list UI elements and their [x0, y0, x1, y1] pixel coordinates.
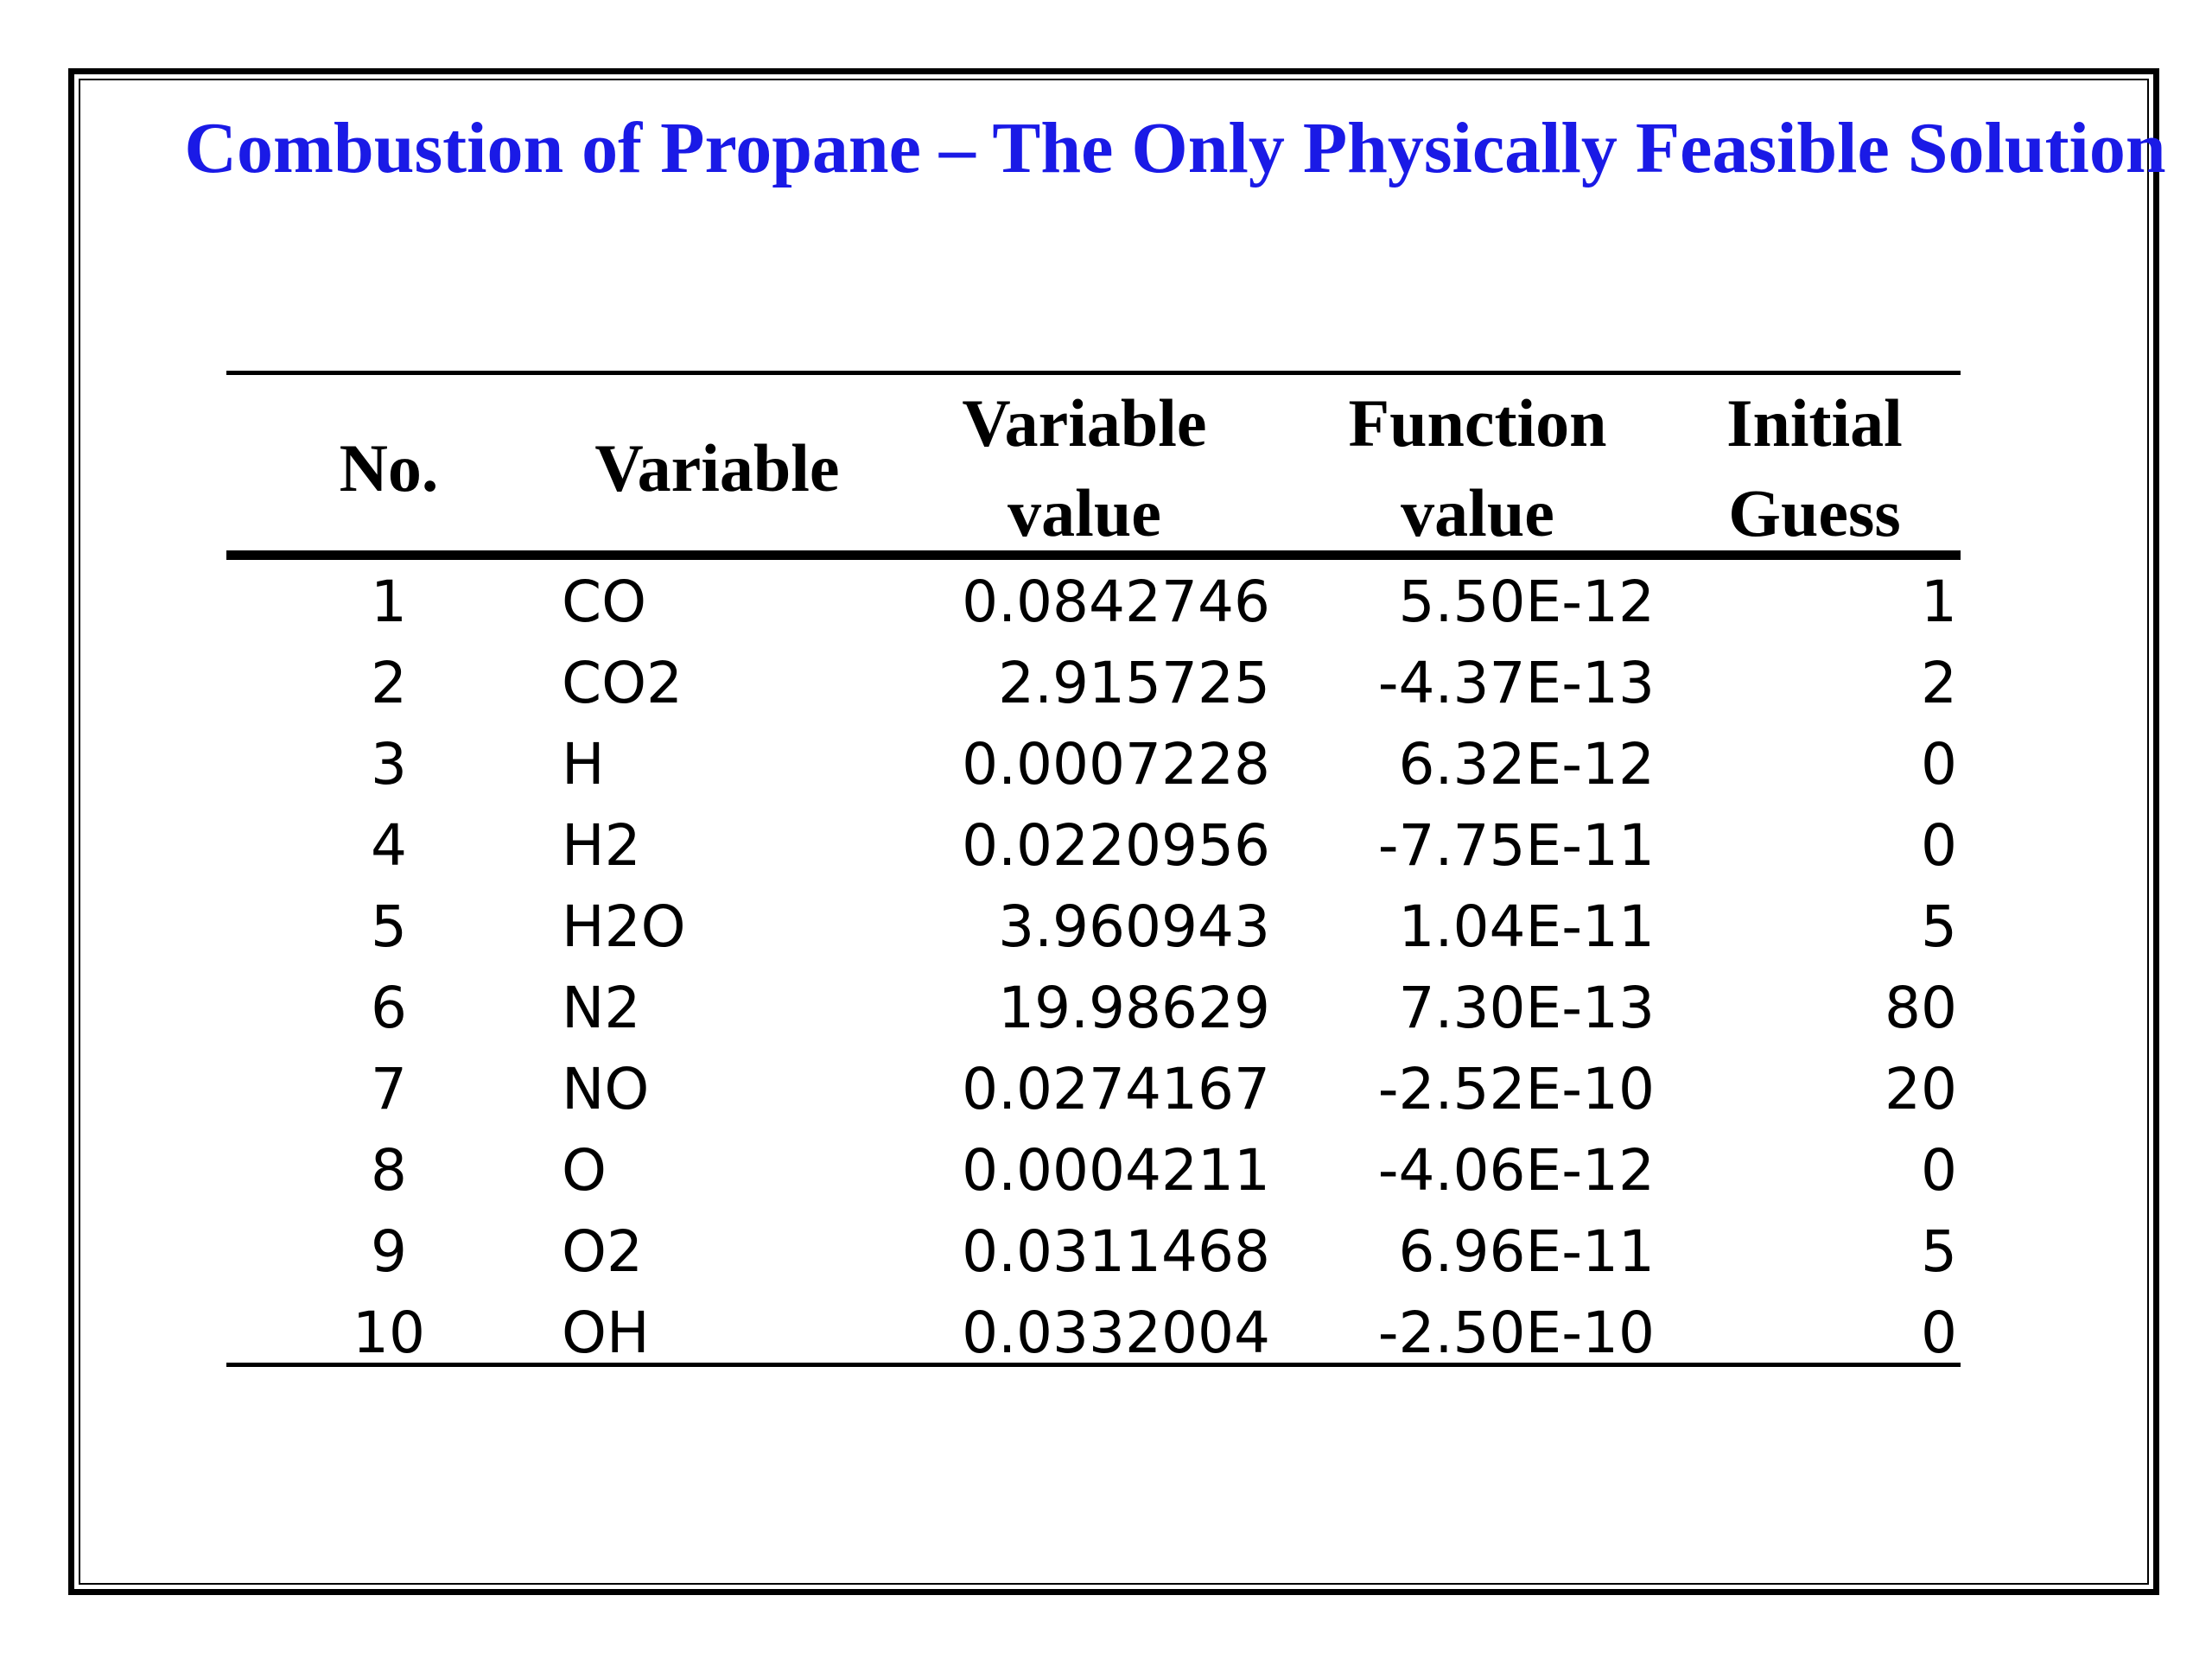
cell-no: 2: [371, 650, 407, 716]
cell-initial-guess: 2: [1921, 650, 1957, 716]
header-no-line-1: No.: [339, 430, 439, 505]
cell-variable: N2: [562, 975, 641, 1041]
cell-variable: O: [562, 1137, 607, 1204]
cell-variable-value: 0.0332004: [962, 1300, 1270, 1366]
cell-no: 3: [371, 731, 407, 798]
cell-no: 8: [371, 1137, 407, 1204]
cell-variable-value: 0.0007228: [962, 731, 1270, 798]
cell-no: 1: [371, 569, 407, 635]
cell-initial-guess: 5: [1921, 1218, 1957, 1285]
cell-variable: OH: [562, 1300, 650, 1366]
cell-variable: CO2: [562, 650, 683, 716]
cell-variable-value: 0.0004211: [962, 1137, 1270, 1204]
header-initial-guess: [1694, 378, 1936, 558]
header-variable: [562, 423, 873, 513]
header-variable-value: [925, 378, 1244, 558]
cell-initial-guess: 5: [1921, 893, 1957, 960]
cell-function-value: 5.50E-12: [1398, 569, 1655, 635]
cell-no: 9: [371, 1218, 407, 1285]
cell-no: 5: [371, 893, 407, 960]
cell-function-value: -7.75E-11: [1377, 812, 1655, 879]
header-variable-value-line-2: value: [1007, 475, 1161, 550]
cell-function-value: 1.04E-11: [1398, 893, 1655, 960]
cell-initial-guess: 0: [1921, 1137, 1957, 1204]
cell-initial-guess: 80: [1885, 975, 1957, 1041]
cell-no: 10: [353, 1300, 425, 1366]
header-variable-line-1: Variable: [594, 430, 840, 505]
header-initial-guess-line-2: Guess: [1728, 475, 1901, 550]
cell-variable-value: 2.915725: [998, 650, 1270, 716]
cell-variable: H: [562, 731, 605, 798]
cell-variable-value: 0.0274167: [962, 1056, 1270, 1122]
cell-no: 6: [371, 975, 407, 1041]
cell-initial-guess: 20: [1885, 1056, 1957, 1122]
cell-variable: H2: [562, 812, 641, 879]
cell-variable-value: 19.98629: [998, 975, 1270, 1041]
cell-no: 7: [371, 1056, 407, 1122]
slide-title: Combustion of Propane – The Only Physically Feasible Solution: [184, 108, 2166, 188]
cell-function-value: -2.52E-10: [1377, 1056, 1655, 1122]
header-function-value: [1318, 378, 1637, 558]
cell-variable: O2: [562, 1218, 643, 1285]
cell-initial-guess: 0: [1921, 1300, 1957, 1366]
header-variable-value-line-1: Variable: [962, 385, 1207, 461]
cell-function-value: -2.50E-10: [1377, 1300, 1655, 1366]
cell-function-value: -4.06E-12: [1377, 1137, 1655, 1204]
cell-initial-guess: 0: [1921, 812, 1957, 879]
cell-initial-guess: 0: [1921, 731, 1957, 798]
header-function-value-line-1: Function: [1348, 385, 1607, 461]
cell-variable-value: 3.960943: [998, 893, 1270, 960]
table-top-rule: [226, 371, 1961, 375]
cell-variable: CO: [562, 569, 647, 635]
cell-variable: NO: [562, 1056, 650, 1122]
cell-initial-guess: 1: [1921, 569, 1957, 635]
cell-function-value: -4.37E-13: [1377, 650, 1655, 716]
header-function-value-line-2: value: [1401, 475, 1554, 550]
cell-no: 4: [371, 812, 407, 879]
cell-function-value: 6.96E-11: [1398, 1218, 1655, 1285]
cell-function-value: 6.32E-12: [1398, 731, 1655, 798]
cell-variable-value: 0.0220956: [962, 812, 1270, 879]
header-no: [294, 423, 484, 513]
cell-variable-value: 0.0311468: [962, 1218, 1270, 1285]
cell-variable: H2O: [562, 893, 686, 960]
header-initial-guess-line-1: Initial: [1726, 385, 1903, 461]
cell-variable-value: 0.0842746: [962, 569, 1270, 635]
cell-function-value: 7.30E-13: [1398, 975, 1655, 1041]
